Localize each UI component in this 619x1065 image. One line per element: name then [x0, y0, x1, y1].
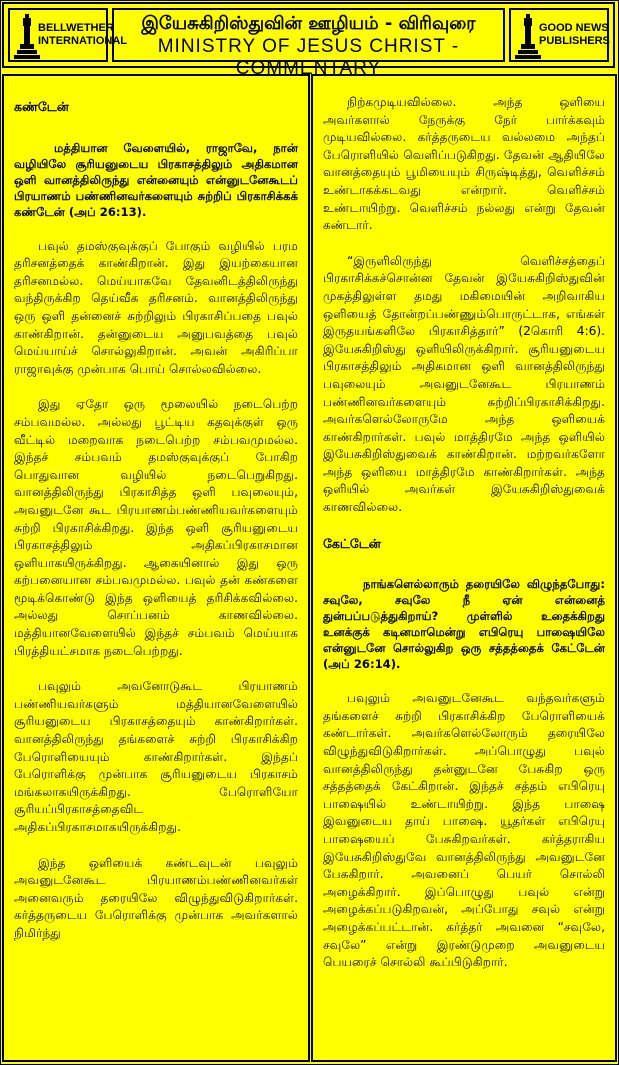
right-logo-line-1: GOOD NEWS	[539, 22, 609, 34]
left-logo-line-2: INTERNATIONAL	[38, 35, 128, 47]
title-box	[112, 8, 505, 79]
paragraph: பவுல் தமஸ்குவுக்குப் போகும் வழியில் பரம தரிசனத்தைக் காண்கிறான். இது இயற்கையான தரிசனமல்ல. மெய்யாகவே தேவனிடத்திலிருந்து வந்திருக்கிற தெய்வீக தரிசனம். வானத்திலிருந்து ஒரு ஒளி தன்னைச் சுற்றிலும் பிரகாசிப்பதை பவுல் காண்கிறான். தன்னுடைய அனுபவத்தை பவுல் மெய்யாய்ச் சொல்லுகிறான். அவன் அகிரிப்பா ராஜாவுக்கு முன்பாக பொய் சொல்லவில்லை.	[14, 238, 298, 376]
tower-icon	[515, 12, 541, 60]
bellwether-logo	[8, 8, 128, 62]
paragraph: நிற்கமுடியவில்லை. அந்த ஒளியை அவர்களால் நேருக்கு நேர் பார்க்கவும் முடியவில்லை. கர்த்தருடைய வல்லமை அந்தப் பேரொளியில் வெளிப்படுகிறது. தேவன் ஆதியிலே வானத்தையும் பூமியையும் சிருஷ்டித்து, வெளிச்சம் உண்டாகக்கடவது என்றார். வெளிச்சம் உண்டாயிற்று. வெளிச்சம் நல்லது என்று தேவன் கண்டார்.	[323, 95, 605, 233]
left-column	[2, 74, 310, 1062]
good-news-logo	[509, 8, 609, 62]
section-heading-ketten: கேட்டேன்	[323, 535, 381, 551]
scripture-quote: மத்தியான வேளையில், ராஜாவே, நான் வழியிலே சூரியனுடைய பிரகாசத்திலும் அதிகமான ஒளி வானத்திலிருந்து என்னையும் என்னுடனேகூடப் பிரயாணம் பண்ணினவர்களையும் சுற்றிப் பிரகாசிக்கக் கண்டேன் (அப் 26:13).	[14, 140, 298, 219]
right-column	[311, 74, 617, 1062]
paragraph: “இருளிலிருந்து வெளிச்சத்தைப் பிரகாசிக்கச்சொன்ன தேவன் இயேசுகிறிஸ்துவின் முகத்திலுள்ள தமது மகிமையின் அறிவாகிய ஒளியைத் தோன்றப்பண்ணும்பொருட்டாக, எங்கள் இருதயங்களிலே பிரகாசித்தார்” (2கொரி 4:6). இயேசுகிறிஸ்து ஒளியிலிருக்கிறார். சூரியனுடைய பிரகாசத்திலும் அதிகமான ஒளி வானத்திலிருந்து பவுலையும் அவனுடனேகூட பிரயாணம் பண்ணினவர்களையும் சுற்றிப்பிரகாசிக்கிறது. அவர்களெல்லோருமே அந்த ஒளியைக் காண்கிறார்கள். பவுல் மாத்திரமே அந்த ஒளியில் இயேசுகிறிஸ்துவைக் காண்கிறான். மற்றவர்களோ அந்த ஒளியை மாத்திரமே காண்கிறார்கள். அந்த ஒளியில் அவர்கள் இயேசுகிறிஸ்துவைக் காணவில்லை.	[323, 253, 605, 515]
title-english: MINISTRY OF JESUS CHRIST - COMMENTARY	[157, 36, 460, 79]
right-logo-line-2: PUBLISHERS	[539, 35, 610, 47]
paragraph: இந்த ஒளியைக் கண்டவுடன் பவுலும் அவனுடனேகூட பிரயாணம்பண்ணினவர்கள் அனைவரும் தரையிலே விழுந்துவிடுகிறார்கள். கர்த்தருடைய பேரொளிக்கு முன்பாக அவர்களால் நிமிர்ந்து	[14, 855, 298, 940]
tower-icon	[14, 12, 40, 60]
title-tamil: இயேசுகிறிஸ்துவின் ஊழியம் - விரிவுரை	[141, 13, 476, 34]
left-logo-line-1: BELLWETHER	[38, 22, 114, 34]
section-heading-kanden: கண்டேன்	[14, 99, 69, 114]
paragraph: இது ஏதோ ஒரு மூலையில் நடைபெற்ற சம்பவமல்ல. அல்லது பூட்டிய கதவுக்குள் ஒரு வீட்டில் மறைவாக நடைபெற்ற சம்பவமுமல்ல. இந்தச் சம்பவம் தமஸ்குவுக்குப் போகிற பொதுவான வழியில் நடைபெறுகிறது. வானத்திலிருந்து பிரகாசித்த ஒளி பவுலையும், அவனுடனே கூட பிரயாணம்பண்ணியவர்களையும் சுற்றி பிரகாசிக்கிறது. இந்த ஒளி சூரியனுடைய பிரகாசத்திலும் அதிகப்பிரகாசமான ஒளியாகயிருக்கிறது. ஆகையினால் இது ஒரு கற்பனையான சம்பவமுமல்ல. பவுல் தன் கண்களை மூடிக்கொண்டு இந்த ஒளியைத் தரிசிக்கவில்லை. அல்லது சொப்பனம் காணவில்லை. மத்தியானவேளையில் இந்தச் சம்பவம் மெய்யாக பிரத்தியட்சமாக நடைபெற்றது.	[14, 397, 298, 658]
paragraph: பவுலும் அவனோடுகூட பிரயாணம் பண்ணியவர்களும் மத்தியானவேளையில் சூரியனுடைய பிரகாசத்தையும் காண்கிறார்கள். வானத்திலிருந்து தங்களைச் சுற்றி பிரகாசிக்கிற பேரொளியையும் காண்கிறார்கள். இந்தப் பேரொளிக்கு முன்பாக சூரியனுடைய பிரகாசம் மங்கலாகயிருக்கிறது. பேரொளியோ சூரியப்பிரகாசத்தைவிட அதிகப்பிரகாசமாகயிருக்கிறது.	[14, 679, 298, 834]
paragraph: பவுலும் அவனுடனேகூட வந்தவர்களும் தங்களைச் சுற்றி பிரகாசிக்கிற பேரொளியைக் கண்டார்கள். அவர்களெல்லோரும் தரையிலே விழுந்துவிடுகிறார்கள். அப்பொழுது பவுல் வானத்திலிருந்து தன்னுடனே பேசுகிற ஒரு சத்தத்தைக் கேட்கிறான். இந்தச் சத்தம் எபிரெயு பாஷையில் உண்டாயிற்று. இந்த பாஷை இவனுடைய தாய் பாஷை. யூதர்கள் எபிரெயு பாஷையைப் பேசுகிறவர்கள். கர்த்தராகிய இயேசுகிறிஸ்துவே வானத்திலிருந்து அவனுடனே பேசுகிறார். அவனைப் பெயர் சொல்லி அழைக்கிறார். இப்பொழுது பவுல் என்று அழைக்கப்படுகிறவன், அப்போது சவுல் என்று அழைக்கப்பட்டான். கர்த்தர் அவனை “சவுலே, சவுலே” என்று இரண்டுமுறை அவனுடைய பெயரைச் சொல்லி கூப்பிடுகிறார்.	[323, 691, 605, 970]
header	[2, 2, 615, 79]
scripture-quote: நாங்களெல்லாரும் தரையிலே விழுந்தபோது: சவுலே, சவுலே நீ ஏன் என்னைத் துன்பப்படுத்துகிறாய்? முள்ளில் உதைக்கிறது உனக்குக் கடினமாமென்று எபிரெயு பாஷையிலே என்னுடனே சொல்லுகிற ஒரு சத்தத்தைக் கேட்டேன் (அப் 26:14).	[323, 577, 605, 672]
